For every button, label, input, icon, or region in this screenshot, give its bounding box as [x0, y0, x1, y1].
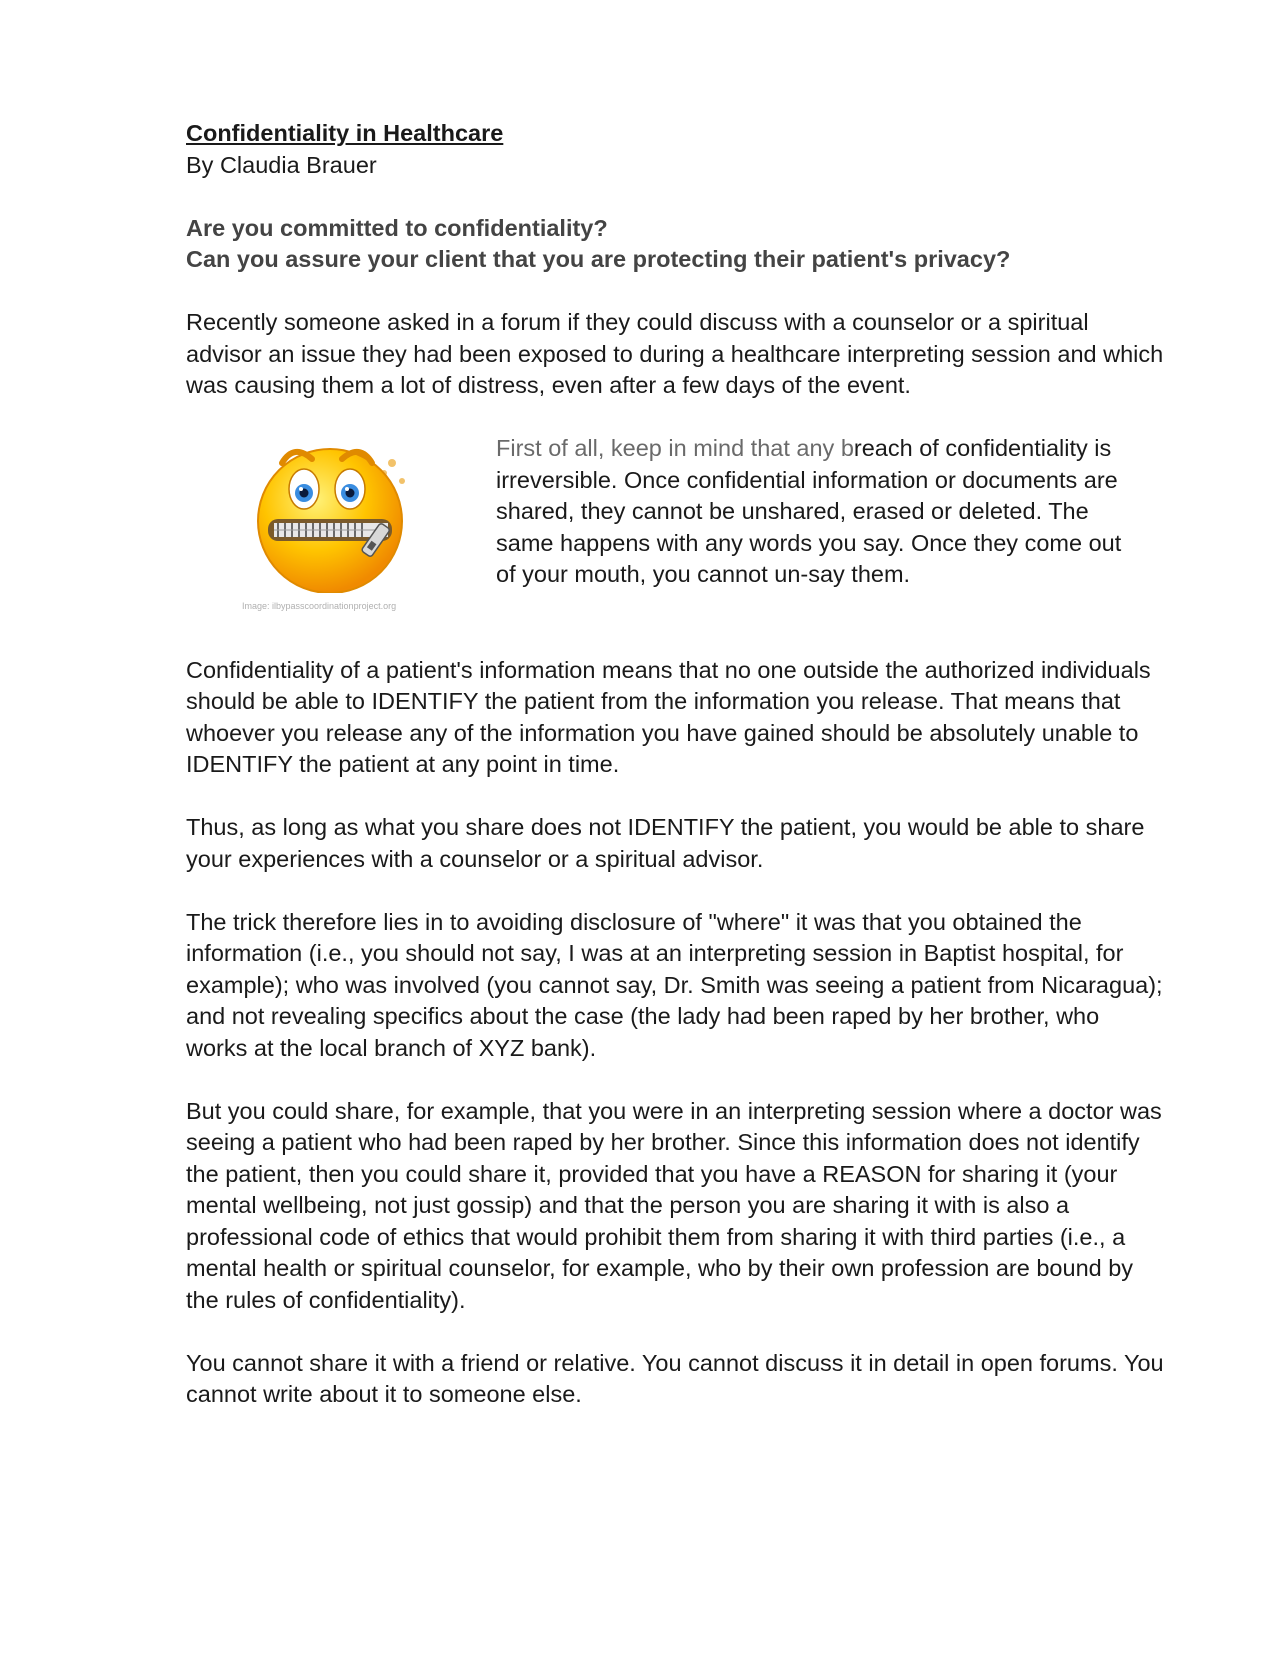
figure-row [186, 433, 1166, 623]
document-page [186, 118, 1166, 1411]
question-2: Can you assure your client that you are protecting their patient's privacy? [186, 246, 1011, 272]
thus-paragraph: Thus, as long as what you share does not IDENTIFY the patient, you would be able to share your experiences with a counselor or a spiritual advisor. [186, 814, 1145, 872]
identify-paragraph: Confidentiality of a patient's information means that no one outside the authorized individuals should be able to IDENTIFY the patient from the information you release. That means that whoever you release any of the information you have gained should be absolutely unable to IDENTIFY the patient at any point in time. [186, 656, 1151, 777]
figure-caption: Image: ilbypasscoordinationproject.org [242, 601, 397, 611]
questions-block [186, 213, 1166, 276]
question-1: Are you committed to confidentiality? [186, 214, 608, 241]
breach-paragraph-rest: reach of confidentiality is irreversible. Once confidential information or documents are shared, they cannot be unshared, erased or deleted. The same happens with any words you say. Once they come out of your mouth, you cannot un-say them. [496, 435, 1122, 587]
zipper-smiley-figure [186, 433, 496, 623]
trick-paragraph: The trick therefore lies in to avoiding disclosure of "where" it was that you obtained the information (i.e., you should not say, I was at an interpreting session in Baptist hospital, for example); who was involved (you cannot say, Dr. Smith was seeing a patient from Nicaragua); and not revealing specifics about the case (the lady had been raped by her brother, who works at the local branch of XYZ bank). [186, 908, 1163, 1061]
cannot-paragraph: You cannot share it with a friend or relative. You cannot discuss it in detail in open forums. You cannot write about it to someone else. [186, 1349, 1164, 1407]
figure-side-text [496, 433, 1136, 623]
breach-paragraph-grey-part: First of all, keep in mind that any b [496, 435, 854, 461]
but-paragraph: But you could share, for example, that you were in an interpreting session where a doctor was seeing a patient who had been raped by her brother. Since this information does not identify the patient, then you could share it, provided that you have a REASON for sharing it (your mental wellbeing, not just gossip) and that the person you are sharing it with is also a professional code of ethics that would prohibit them from sharing it with third parties (i.e., a mental health or spiritual counselor, for example, who by their own profession are bound by the rules of confidentiality). [186, 1097, 1162, 1313]
author-byline: By Claudia Brauer [186, 151, 377, 178]
breach-paragraph [496, 433, 1136, 591]
intro-paragraph: Recently someone asked in a forum if they could discuss with a counselor or a spiritual advisor an issue they had been exposed to during a healthcare interpreting session and which was causing them a lot of distress, even after a few days of the event. [186, 309, 1164, 398]
zipper-mouth-smiley-icon [242, 433, 422, 593]
document-title: Confidentiality in Healthcare [186, 120, 504, 146]
